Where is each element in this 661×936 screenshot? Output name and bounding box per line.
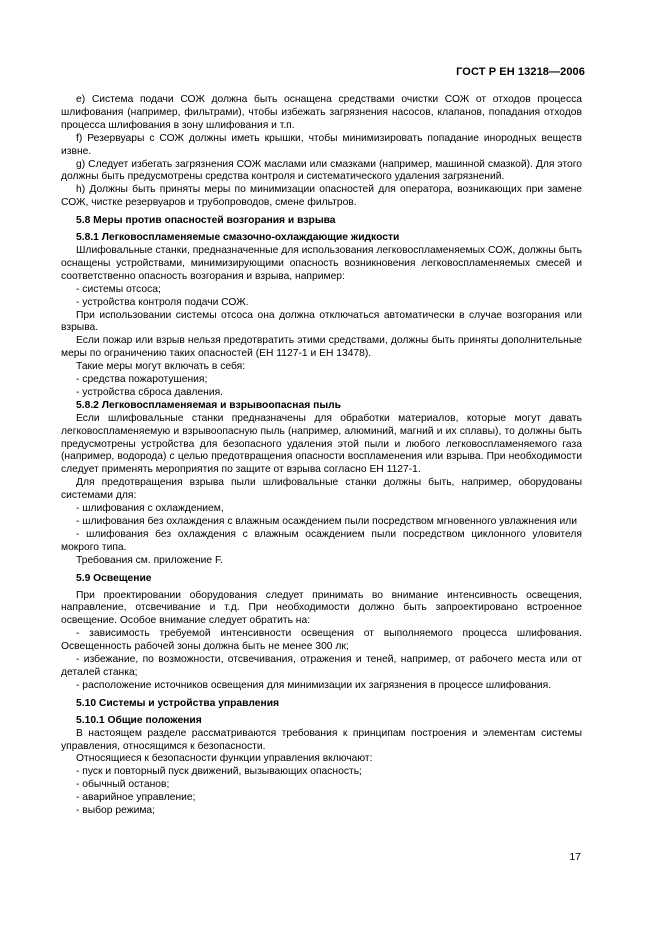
section-heading-5-9: 5.9 Освещение [76, 572, 152, 584]
list-item: - устройства сброса давления. [76, 386, 224, 398]
list-item: - избежание, по возможности, отсвечивания, отражения и теней, например, от рабочего места или от деталей станка; [61, 654, 582, 678]
page-number: 17 [569, 851, 581, 863]
paragraph: Для предотвращения взрыва пыли шлифовальные станки должны быть, например, оборудованы системами для: [61, 477, 582, 502]
list-item: - обычный останов; [76, 779, 170, 791]
paragraph-e: e) Система подачи СОЖ должна быть оснащена средствами очистки СОЖ от отходов процесса шлифования (например, фильтрами), чтобы избежать загрязнения насосов, клапанов, попадания отходов процесса шлифования в зону шлифования и т.п. [61, 94, 582, 131]
paragraph: Такие меры могут включать в себя: [76, 361, 246, 373]
section-heading-5-10: 5.10 Системы и устройства управления [76, 697, 280, 709]
paragraph: В настоящем разделе рассматриваются требования к принципам построения и элементам системы управления, относящимся к безопасности. [61, 727, 582, 752]
section-heading-5-8: 5.8 Меры против опасностей возгорания и взрыва [76, 215, 336, 227]
list-item: - средства пожаротушения; [76, 374, 208, 386]
paragraph: При проектировании оборудования следует принимать во внимание интенсивность освещения, направление, отсвечивание и т.д. При необходимости должно быть запроектировано встроенное освещение. Особое внимание следует обратить на: [61, 589, 582, 627]
paragraph-g: g) Следует избегать загрязнения СОЖ маслами или смазками (например, машинной смазкой). Для этого должны быть предусмотрены средства контроля и систематического удаления загрязнений. [61, 158, 582, 183]
paragraph: Требования см. приложение F. [76, 554, 224, 566]
page-body [61, 94, 582, 818]
paragraph: При использовании системы отсоса она должна отключаться автоматически в случае возгорания или взрыва. [61, 309, 582, 334]
list-item: - выбор режима; [76, 805, 156, 817]
subsection-heading-5-8-2: 5.8.2 Легковоспламеняемая и взрывоопасная пыль [76, 399, 341, 411]
list-item: - пуск и повторный пуск движений, вызывающих опасность; [76, 766, 362, 778]
subsection-heading-5-10-1: 5.10.1 Общие положения [76, 714, 202, 726]
paragraph: Если шлифовальные станки предназначены для обработки материалов, которые могут давать легковоспламеняемую и взрывоопасную пыль (например, алюминий, магний и их сплавы), то должны быть предусмотрены устройства для безопасного удаления этой пыли и любого легковоспламеняемого газа (например, водорода) с целью предотвращения опасности воспламенения или взрыва. При необходимости следует применять мероприятия по защите от взрыва согласно ЕН 1127-1. [61, 412, 582, 476]
paragraph: Шлифовальные станки, предназначенные для использования легковоспламеняемых СОЖ, должны быть оснащены устройствами, минимизирующими опасность возникновения легковоспламеняемых смесей и соответственно опасность возгорания и взрыва, например: [61, 244, 582, 282]
list-item: - устройства контроля подачи СОЖ. [76, 296, 249, 308]
list-item: - аварийное управление; [76, 792, 196, 804]
paragraph: Если пожар или взрыв нельзя предотвратить этими средствами, должны быть приняты дополнительные меры по ограничению таких опасностей (ЕН 1127-1 и ЕН 13478). [61, 335, 582, 360]
paragraph: Относящиеся к безопасности функции управления включают: [76, 753, 373, 765]
list-item: - системы отсоса; [76, 283, 161, 295]
list-item: - шлифования с охлаждением, [76, 503, 224, 515]
paragraph-h: h) Должны быть приняты меры по минимизации опасностей для оператора, возникающих при замене СОЖ, чистке резервуаров и трубопроводов, смене фильтров. [61, 184, 582, 209]
list-item: - шлифования без охлаждения с влажным осаждением пыли посредством мгновенного увлажнения или [76, 516, 578, 527]
subsection-heading-5-8-1: 5.8.1 Легковоспламеняемые смазочно-охлаждающие жидкости [76, 232, 400, 244]
list-item: - зависимость требуемой интенсивности освещения от выполняемого процесса шлифования. Освещенность рабочей зоны должна быть не менее 300 лк; [61, 628, 582, 653]
list-item: - шлифования без охлаждения с влажным осаждением пыли посредством циклонного уловителя мокрого типа. [61, 528, 582, 553]
standard-code-header: ГОСТ Р ЕН 13218—2006 [456, 66, 585, 78]
list-item: - расположение источников освещения для минимизации их загрязнения в процессе шлифования. [76, 679, 552, 691]
paragraph-f: f) Резервуары с СОЖ должны иметь крышки, чтобы минимизировать попадание инородных веществ извне. [61, 132, 582, 157]
